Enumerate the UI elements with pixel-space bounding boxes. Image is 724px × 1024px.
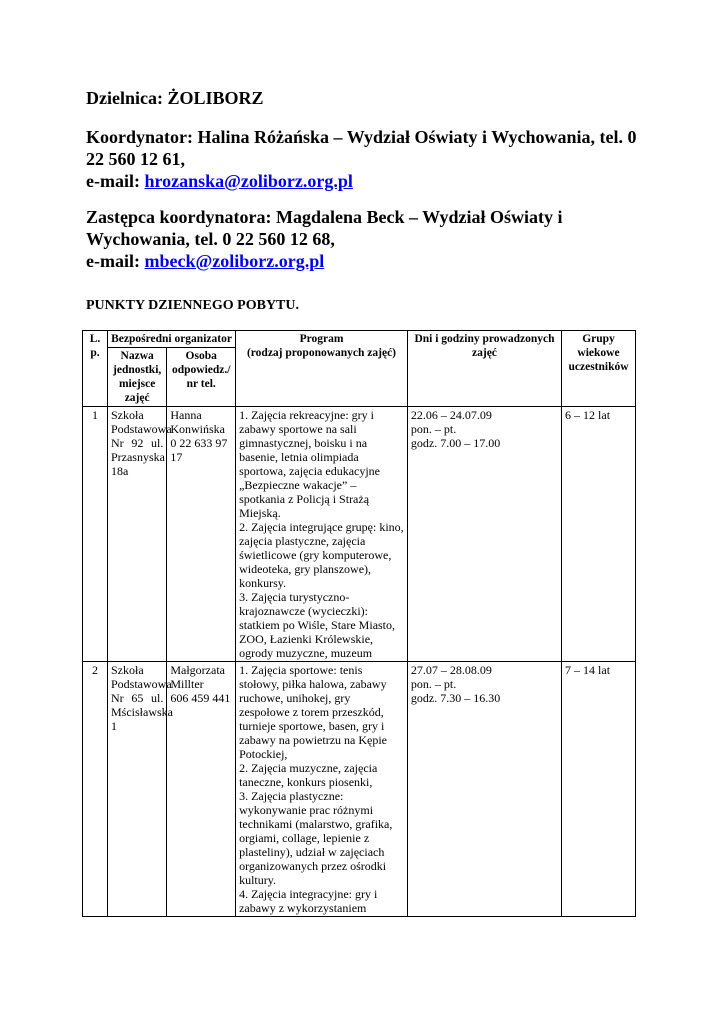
- deputy-text: Zastępca koordynatora: Magdalena Beck – Wydział Oświaty i Wychowania, tel. 0 22 560 12 68,: [86, 207, 563, 249]
- header-lp: L. p.: [83, 331, 108, 407]
- header-institution: Nazwa jednostki, miejsce zajęć: [107, 348, 166, 407]
- row-program: [236, 662, 408, 917]
- header-program-title: Program: [299, 333, 344, 345]
- row-age: 6 – 12 lat: [562, 407, 636, 662]
- day-care-table: [82, 330, 636, 917]
- header-person: Osoba odpowiedz./ nr tel.: [167, 348, 236, 407]
- district-heading: Dzielnica: ŻOLIBORZ: [86, 88, 264, 108]
- coordinator-block: [86, 126, 646, 192]
- deputy-email-label: e-mail:: [86, 251, 145, 271]
- row-program: [236, 407, 408, 662]
- row-person-name: Hanna Konwińska: [170, 408, 226, 436]
- row-institution: Szkoła Podstawowa Nr 65 ul. Mścisławska 1: [107, 662, 166, 917]
- row-hours: godz. 7.00 – 17.00: [410, 436, 501, 450]
- program-item: 3. Zajęcia turystyczno-krajoznawcze (wycieczki): statkiem po Wiśle, Stare Miasto, ZOO, Łazienki Królewskie, ogrody muzyczne, muzeum: [239, 590, 396, 660]
- row-dates: 27.07 – 28.08.09: [410, 663, 492, 677]
- table-header-row: [83, 331, 636, 348]
- table-row: [83, 662, 636, 917]
- deputy-email-link[interactable]: mbeck@zoliborz.org.pl: [144, 251, 325, 271]
- program-item: 1. Zajęcia sportowe: tenis stołowy, piłka halowa, zabawy ruchowe, unihokej, gry zespołowe z torem przeszkód, turnieje sportowe, basen, gry i zabawy na powietrzu na Kępie Potockiej,: [239, 663, 388, 761]
- row-person-name: Małgorzata Millter: [170, 663, 225, 691]
- row-person: [167, 662, 236, 917]
- program-item: 2. Zajęcia integrujące grupę: kino, zajęcia plastyczne, zajęcia świetlicowe (gry komputerowe, wideoteka, gry planszowe), konkursy.: [239, 520, 404, 590]
- deputy-coordinator-block: [86, 206, 646, 272]
- header-organizer: Bezpośredni organizator: [107, 331, 235, 348]
- coordinator-text: Koordynator: Halina Różańska – Wydział Oświaty i Wychowania, tel. 0 22 560 12 61,: [86, 127, 637, 169]
- row-lp: 2: [83, 662, 108, 917]
- row-person: [167, 407, 236, 662]
- header-program-sub: (rodzaj proponowanych zajęć): [246, 347, 397, 359]
- row-person-phone: 606 459 441: [170, 691, 231, 705]
- coordinator-email-label: e-mail:: [86, 171, 145, 191]
- program-item: 3. Zajęcia plastyczne: wykonywanie prac różnymi technikami (malarstwo, grafika, orgiami, collage, lepienie z plasteliny), udział w zajęciach organizowanych przez ośrodki kultury.: [239, 789, 393, 887]
- row-weekdays: pon. – pt.: [410, 677, 457, 691]
- row-weekdays: pon. – pt.: [410, 422, 457, 436]
- header-days: Dni i godziny prowadzonych zajęć: [407, 331, 561, 407]
- row-person-phone: 0 22 633 97 17: [170, 436, 228, 464]
- coordinator-email-link[interactable]: hrozanska@zoliborz.org.pl: [144, 171, 353, 191]
- row-days: [407, 407, 561, 662]
- program-item: 1. Zajęcia rekreacyjne: gry i zabawy sportowe na sali gimnastycznej, boisku i na basenie, letnia olimpiada sportowa, zajęcia edukacyjne „Bezpieczne wakacje” – spotkania z Policją i Strażą Miejską.: [239, 408, 381, 520]
- row-age: 7 – 14 lat: [562, 662, 636, 917]
- row-lp: 1: [83, 407, 108, 662]
- program-item: 4. Zajęcia integracyjne: gry i zabawy z wykorzystaniem: [239, 887, 378, 915]
- header-age: Grupy wiekowe uczestników: [562, 331, 636, 407]
- row-dates: 22.06 – 24.07.09: [410, 408, 492, 422]
- row-hours: godz. 7.30 – 16.30: [410, 691, 501, 705]
- header-program: [236, 331, 408, 407]
- row-days: [407, 662, 561, 917]
- program-item: 2. Zajęcia muzyczne, zajęcia taneczne, konkurs piosenki,: [239, 761, 378, 789]
- section-title: PUNKTY DZIENNEGO POBYTU.: [86, 298, 300, 313]
- table-row: [83, 407, 636, 662]
- row-institution: Szkoła Podstawowa Nr 92 ul. Przasnyska 18a: [107, 407, 166, 662]
